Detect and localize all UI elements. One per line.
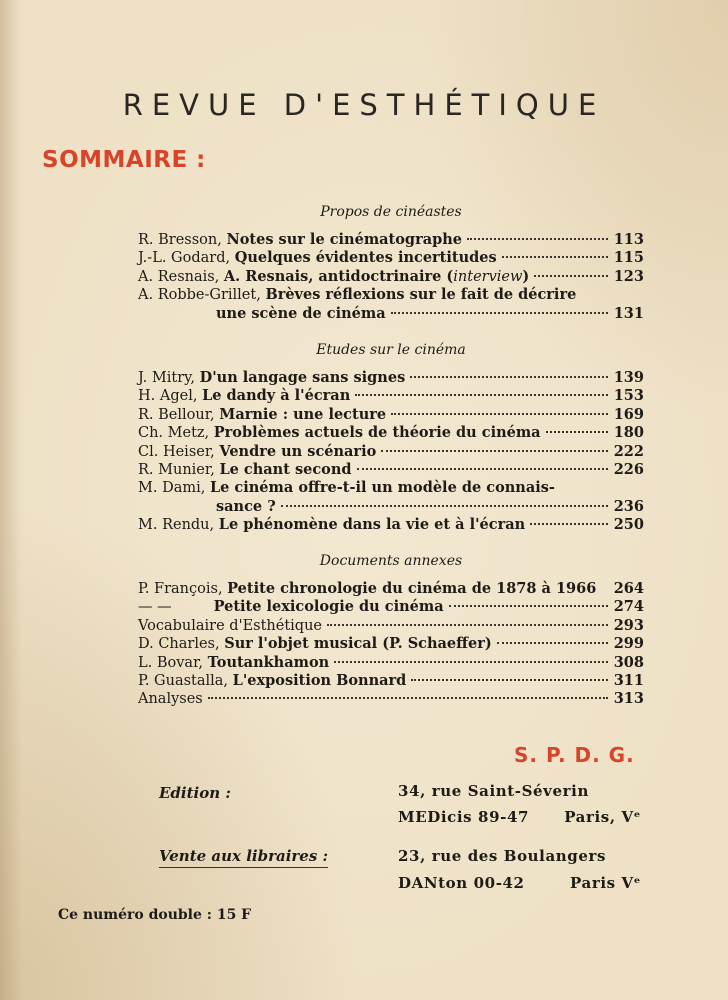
dot-leader bbox=[411, 679, 607, 681]
entry-author: M. Dami, bbox=[138, 480, 206, 497]
toc-entry bbox=[138, 286, 644, 304]
dot-leader bbox=[502, 256, 608, 258]
entry-page: 113 bbox=[613, 231, 644, 248]
entry-author: R. Bellour, bbox=[138, 406, 215, 423]
toc-entry bbox=[138, 516, 644, 534]
entry-title: Brèves réflexions sur le fait de décrire bbox=[265, 286, 577, 304]
toc-entry bbox=[138, 654, 644, 672]
dot-leader bbox=[530, 523, 608, 525]
entry-page: 308 bbox=[613, 653, 644, 671]
dot-leader bbox=[534, 275, 607, 277]
sales-address: 23, rue des Boulangers bbox=[398, 847, 607, 865]
entry-title: Toutankhamon bbox=[207, 653, 330, 671]
entry-author: J. Mitry, bbox=[138, 370, 196, 386]
entry-title: Le cinéma offre-t-il un modèle de connais- bbox=[209, 479, 555, 497]
sales-label: Vente aux libraires : bbox=[159, 847, 328, 868]
dot-leader bbox=[208, 697, 608, 699]
entry-title: Quelques évidentes incertitudes bbox=[234, 249, 497, 267]
edition-phone: MEDicis 89-47 bbox=[398, 808, 530, 826]
entry-page: 180 bbox=[613, 424, 644, 442]
entry-page: 169 bbox=[613, 405, 644, 423]
dot-leader bbox=[449, 605, 608, 607]
dot-leader bbox=[391, 312, 608, 314]
edition-label: Edition : bbox=[159, 784, 231, 802]
dot-leader bbox=[281, 505, 608, 507]
entry-title: L'exposition Bonnard bbox=[232, 671, 407, 689]
dot-leader bbox=[327, 624, 608, 626]
entry-author: R. Bresson, bbox=[138, 232, 222, 248]
toc-entry bbox=[138, 249, 644, 267]
dot-leader bbox=[391, 413, 608, 415]
contents-heading: SOMMAIRE : bbox=[42, 147, 206, 173]
entry-page: 274 bbox=[613, 598, 644, 616]
toc-entry bbox=[138, 617, 644, 635]
edition-address: 34, rue Saint-Séverin bbox=[398, 782, 589, 800]
edition-contact bbox=[398, 808, 641, 826]
entry-author: Vocabulaire d'Esthétique bbox=[138, 617, 323, 634]
dot-leader bbox=[381, 450, 607, 452]
toc-entry bbox=[138, 598, 644, 616]
dot-leader bbox=[357, 468, 608, 470]
toc-entry bbox=[138, 672, 644, 690]
entry-author: — — bbox=[138, 599, 172, 616]
toc-entry bbox=[138, 369, 644, 387]
entry-page: 293 bbox=[613, 616, 644, 634]
entry-title: Petite chronologie du cinéma de 1878 à 1966 bbox=[227, 580, 597, 597]
dot-leader bbox=[467, 238, 608, 240]
dot-leader bbox=[497, 642, 608, 644]
sales-phone: DANton 00-42 bbox=[398, 874, 525, 892]
toc-entry bbox=[138, 580, 644, 598]
entry-author: R. Munier, bbox=[138, 461, 215, 478]
toc-entry-continuation bbox=[138, 305, 644, 323]
sales-contact bbox=[398, 874, 641, 892]
section-etudes-sur-le-cinema bbox=[138, 342, 644, 535]
entry-page: 236 bbox=[613, 497, 644, 515]
entry-page: 115 bbox=[613, 249, 644, 267]
entry-page: 139 bbox=[613, 369, 644, 386]
entry-author: L. Bovar, bbox=[138, 654, 204, 671]
dot-leader bbox=[410, 376, 607, 378]
entry-author: D. Charles, bbox=[138, 636, 220, 653]
entry-title: Problèmes actuels de théorie du cinéma bbox=[213, 424, 541, 442]
entry-title: Le dandy à l'écran bbox=[202, 387, 351, 405]
entry-author: Cl. Heiser, bbox=[138, 443, 215, 460]
entry-author: P. François, bbox=[138, 581, 223, 597]
entry-page: 123 bbox=[613, 267, 644, 285]
entry-page: 131 bbox=[613, 304, 644, 322]
entry-page: 222 bbox=[613, 442, 644, 460]
sales-city: Paris Vᵉ bbox=[570, 874, 641, 892]
entry-title: Marnie : une lecture bbox=[219, 405, 387, 423]
entry-page: 226 bbox=[613, 460, 644, 478]
entry-page: 250 bbox=[613, 516, 644, 534]
entry-author: Ch. Metz, bbox=[138, 425, 210, 442]
entry-title: Sur l'objet musical (P. Schaeffer) bbox=[224, 635, 492, 653]
toc-entry bbox=[138, 635, 644, 653]
entry-page: 313 bbox=[613, 690, 644, 708]
publisher-name: S. P. D. G. bbox=[514, 743, 635, 767]
toc-entry bbox=[138, 268, 644, 286]
page-edge-shadow bbox=[0, 0, 22, 1000]
entry-page: 299 bbox=[613, 635, 644, 653]
entry-page: 153 bbox=[613, 387, 644, 405]
toc-entry bbox=[138, 690, 644, 708]
entry-page: 264 bbox=[613, 580, 644, 597]
entry-title: Le phénomène dans la vie et à l'écran bbox=[218, 516, 526, 534]
toc-entry bbox=[138, 479, 644, 497]
section-propos-de-cineastes bbox=[138, 204, 644, 323]
toc-entry-continuation bbox=[138, 498, 644, 516]
dot-leader bbox=[355, 394, 607, 396]
entry-author: A. Robbe-Grillet, bbox=[138, 287, 261, 304]
entry-title: Notes sur le cinématographe bbox=[226, 231, 463, 248]
entry-author: M. Rendu, bbox=[138, 517, 215, 534]
dot-leader bbox=[334, 661, 608, 663]
entry-author: A. Resnais, bbox=[138, 268, 220, 285]
toc-entry bbox=[138, 231, 644, 249]
entry-author: Analyses bbox=[138, 691, 203, 708]
entry-page: 311 bbox=[613, 671, 644, 689]
journal-title: REVUE D'ESTHÉTIQUE bbox=[122, 88, 606, 122]
section-documents-annexes bbox=[138, 553, 644, 709]
entry-author: J.-L. Godard, bbox=[138, 250, 231, 267]
entry-title: Le chant second bbox=[219, 460, 352, 478]
entry-author: P. Guastalla, bbox=[138, 672, 229, 689]
entry-title: D'un langage sans signes bbox=[199, 369, 406, 386]
toc-entry bbox=[138, 461, 644, 479]
edition-city: Paris, Vᵉ bbox=[564, 808, 641, 826]
entry-title-italic: interview bbox=[453, 268, 523, 285]
entry-title: Vendre un scénario bbox=[219, 442, 377, 460]
entry-title: A. Resnais, antidoctrinaire ( bbox=[223, 267, 454, 285]
toc-entry bbox=[138, 443, 644, 461]
sales-label-wrap bbox=[159, 847, 328, 865]
toc-entry bbox=[138, 424, 644, 442]
toc-entry bbox=[138, 387, 644, 405]
price-note: Ce numéro double : 15 F bbox=[58, 907, 252, 923]
dot-leader bbox=[546, 431, 608, 433]
section-heading: Etudes sur le cinéma bbox=[316, 342, 466, 358]
section-heading: Propos de cinéastes bbox=[320, 204, 462, 220]
entry-title-continuation: une scène de cinéma bbox=[216, 304, 386, 322]
section-heading: Documents annexes bbox=[319, 553, 463, 569]
entry-title-continuation: sance ? bbox=[216, 497, 276, 515]
entry-title: Petite lexicologie du cinéma bbox=[213, 598, 444, 616]
toc-entry bbox=[138, 406, 644, 424]
entry-author: H. Agel, bbox=[138, 388, 198, 405]
entry-title-end: ) bbox=[522, 267, 530, 285]
